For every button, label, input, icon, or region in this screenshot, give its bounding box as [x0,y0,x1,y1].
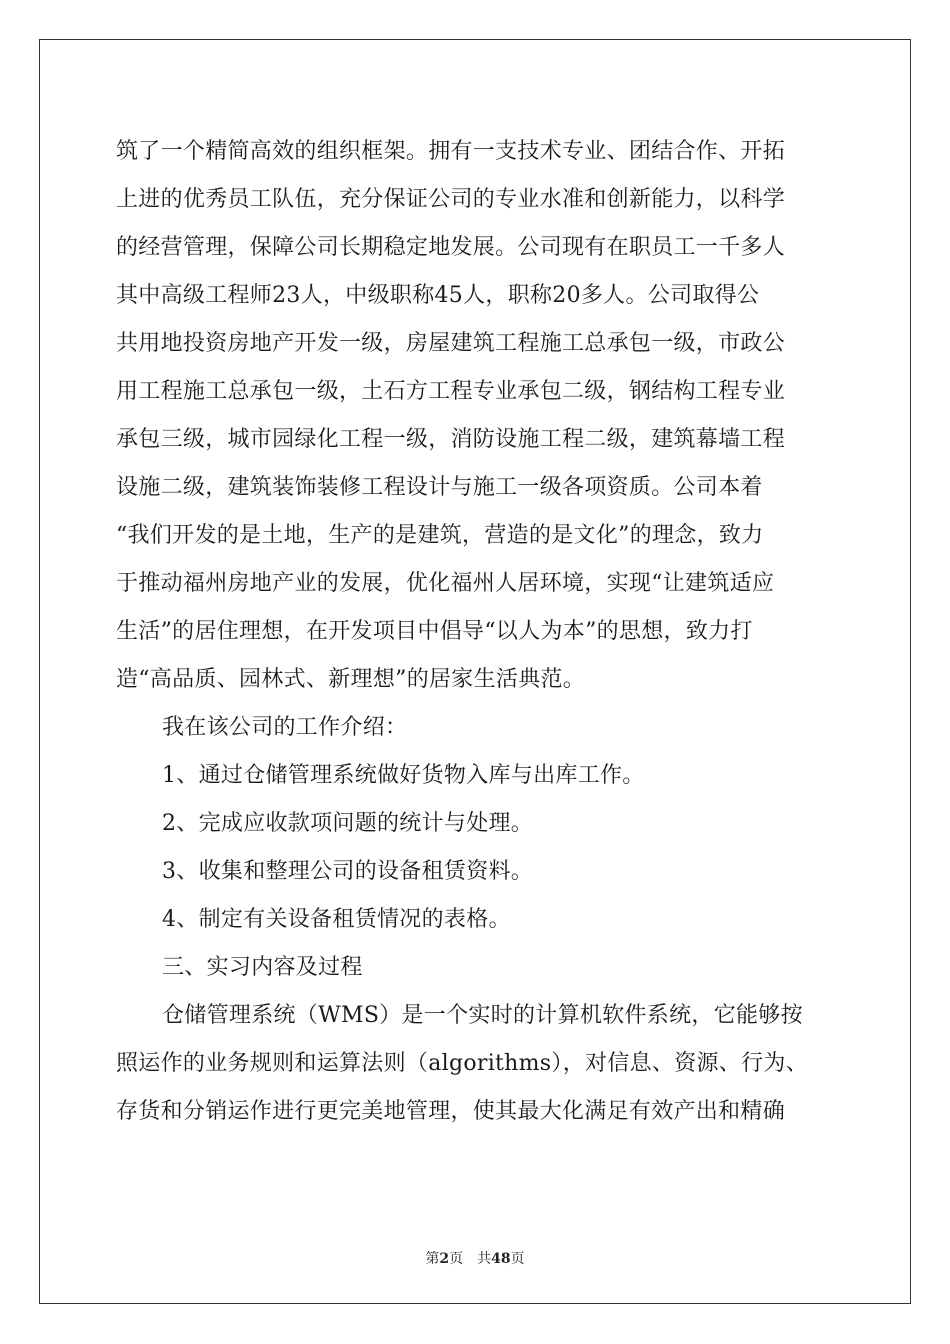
text-line: “我们开发的是土地，生产的是建筑，营造的是文化”的理念，致力 [116,523,764,548]
text-line: 造“高品质、园林式、新理想”的居家生活典范。 [116,667,586,692]
duty-item: 1、通过仓储管理系统做好货物入库与出库工作。 [162,763,645,788]
text-line: 生活”的居住理想，在开发项目中倡导“以人为本”的思想，致力打 [116,619,753,644]
duty-item: 2、完成应收款项问题的统计与处理。 [162,811,534,836]
page-suffix: 页 [449,1251,464,1267]
duty-list [116,752,836,944]
text-line: 照运作的业务规则和运算法则（algorithms），对信息、资源、行为、 [116,1051,808,1076]
total-prefix: 共 [477,1251,492,1267]
total-page-count: 48 [491,1251,511,1267]
page-prefix: 第 [425,1251,440,1267]
company-profile-paragraph [116,128,836,704]
text-line: 筑了一个精简高效的组织框架。拥有一支技术专业、团结合作、开拓 [116,139,786,164]
text-line: 设施二级，建筑装饰装修工程设计与施工一级各项资质。公司本着 [116,475,763,500]
document-body [116,128,836,1136]
text-line: 存货和分销运作进行更完美地管理，使其最大化满足有效产出和精确 [116,1099,786,1124]
text-line: 仓储管理系统（WMS）是一个实时的计算机软件系统，它能够按 [162,1003,803,1028]
text-line: 用工程施工总承包一级，土石方工程专业承包二级，钢结构工程专业 [116,379,786,404]
duty-item: 4、制定有关设备租赁情况的表格。 [162,907,511,932]
current-page-number: 2 [439,1251,450,1267]
total-suffix: 页 [510,1251,525,1267]
text-line: 其中高级工程师23人，中级职称45人，职称20多人。公司取得公 [116,283,760,308]
text-line: 上进的优秀员工队伍，充分保证公司的专业水准和创新能力，以科学 [116,187,786,212]
duty-item: 3、收集和整理公司的设备租赁资料。 [162,859,534,884]
wms-paragraph [116,992,836,1136]
work-intro-heading: 我在该公司的工作介绍： [162,715,408,740]
text-line: 承包三级，城市园绿化工程一级，消防设施工程二级，建筑幕墙工程 [116,427,786,452]
section-heading: 三、实习内容及过程 [162,955,363,980]
text-line: 共用地投资房地产开发一级，房屋建筑工程施工总承包一级，市政公 [116,331,786,356]
page-footer [0,1248,950,1268]
text-line: 于推动福州房地产业的发展，优化福州人居环境，实现“让建筑适应 [116,571,775,596]
text-line: 的经营管理，保障公司长期稳定地发展。公司现有在职员工一千多人 [116,235,786,260]
